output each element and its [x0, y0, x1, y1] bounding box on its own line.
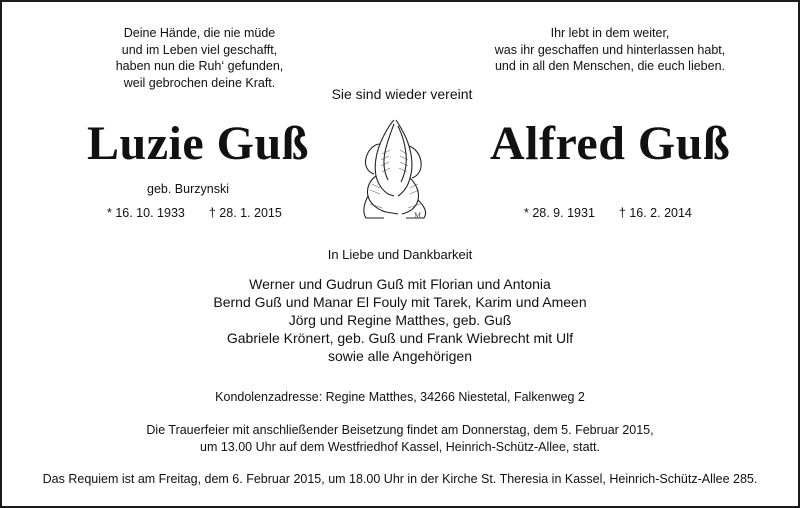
poem-left-line: haben nun die Ruh‘ gefunden, — [115, 59, 284, 73]
praying-hands-icon — [354, 114, 436, 222]
dates-alfred — [524, 206, 692, 220]
death-date: † 28. 1. 2015 — [208, 206, 282, 220]
poem-left-line: und im Leben viel geschafft, — [121, 42, 278, 57]
poem-left-line: Deine Hände, die nie müde — [123, 26, 276, 40]
funeral-line: um 13.00 Uhr auf dem Westfriedhof Kassel, Heinrich-Schütz-Allee, statt. — [200, 440, 600, 454]
poem-right-line: was ihr geschaffen und hinterlassen habt, — [494, 42, 726, 57]
family-line: Bernd Guß und Manar El Fouly mit Tarek, Karim und Ameen — [213, 294, 587, 310]
birth-date: * 16. 10. 1933 — [107, 206, 185, 220]
condolence-address: Kondolenzadresse: Regine Matthes, 34266 Niestetal, Falkenweg 2 — [215, 390, 585, 404]
poem-right — [480, 25, 740, 75]
dates-luzie — [107, 206, 282, 220]
love-line: In Liebe und Dankbarkeit — [327, 247, 473, 262]
poem-right-line: Ihr lebt in dem weiter, — [550, 26, 670, 40]
family-list — [2, 275, 798, 365]
death-date: † 16. 2. 2014 — [618, 206, 692, 220]
funeral-info — [2, 422, 798, 456]
praying-hands-drawing — [354, 114, 436, 222]
name-alfred: Alfred Guß — [490, 117, 731, 170]
poem-right-line: und in all den Menschen, die euch lieben. — [494, 59, 726, 73]
family-line: Werner und Gudrun Guß mit Florian und Antonia — [249, 276, 551, 292]
family-line: sowie alle Angehörigen — [328, 348, 472, 364]
birth-date: * 28. 9. 1931 — [524, 206, 595, 220]
family-line: Gabriele Krönert, geb. Guß und Frank Wiebrecht mit Ulf — [226, 330, 574, 346]
name-luzie: Luzie Guß — [87, 117, 309, 170]
poem-left — [97, 25, 302, 91]
funeral-line: Die Trauerfeier mit anschließender Beisetzung findet am Donnerstag, dem 5. Februar 2015, — [146, 423, 654, 437]
artist-signature: M. — [414, 212, 424, 220]
family-line: Jörg und Regine Matthes, geb. Guß — [288, 312, 512, 328]
poem-left-line: weil gebrochen deine Kraft. — [123, 75, 276, 90]
maiden-name: geb. Burzynski — [147, 182, 229, 196]
reunited-text: Sie sind wieder vereint — [331, 86, 473, 102]
requiem-info: Das Requiem ist am Freitag, dem 6. Februar 2015, um 18.00 Uhr in der Kirche St. Theresia in Kassel, Heinrich-Schütz-Allee 285. — [42, 472, 758, 486]
